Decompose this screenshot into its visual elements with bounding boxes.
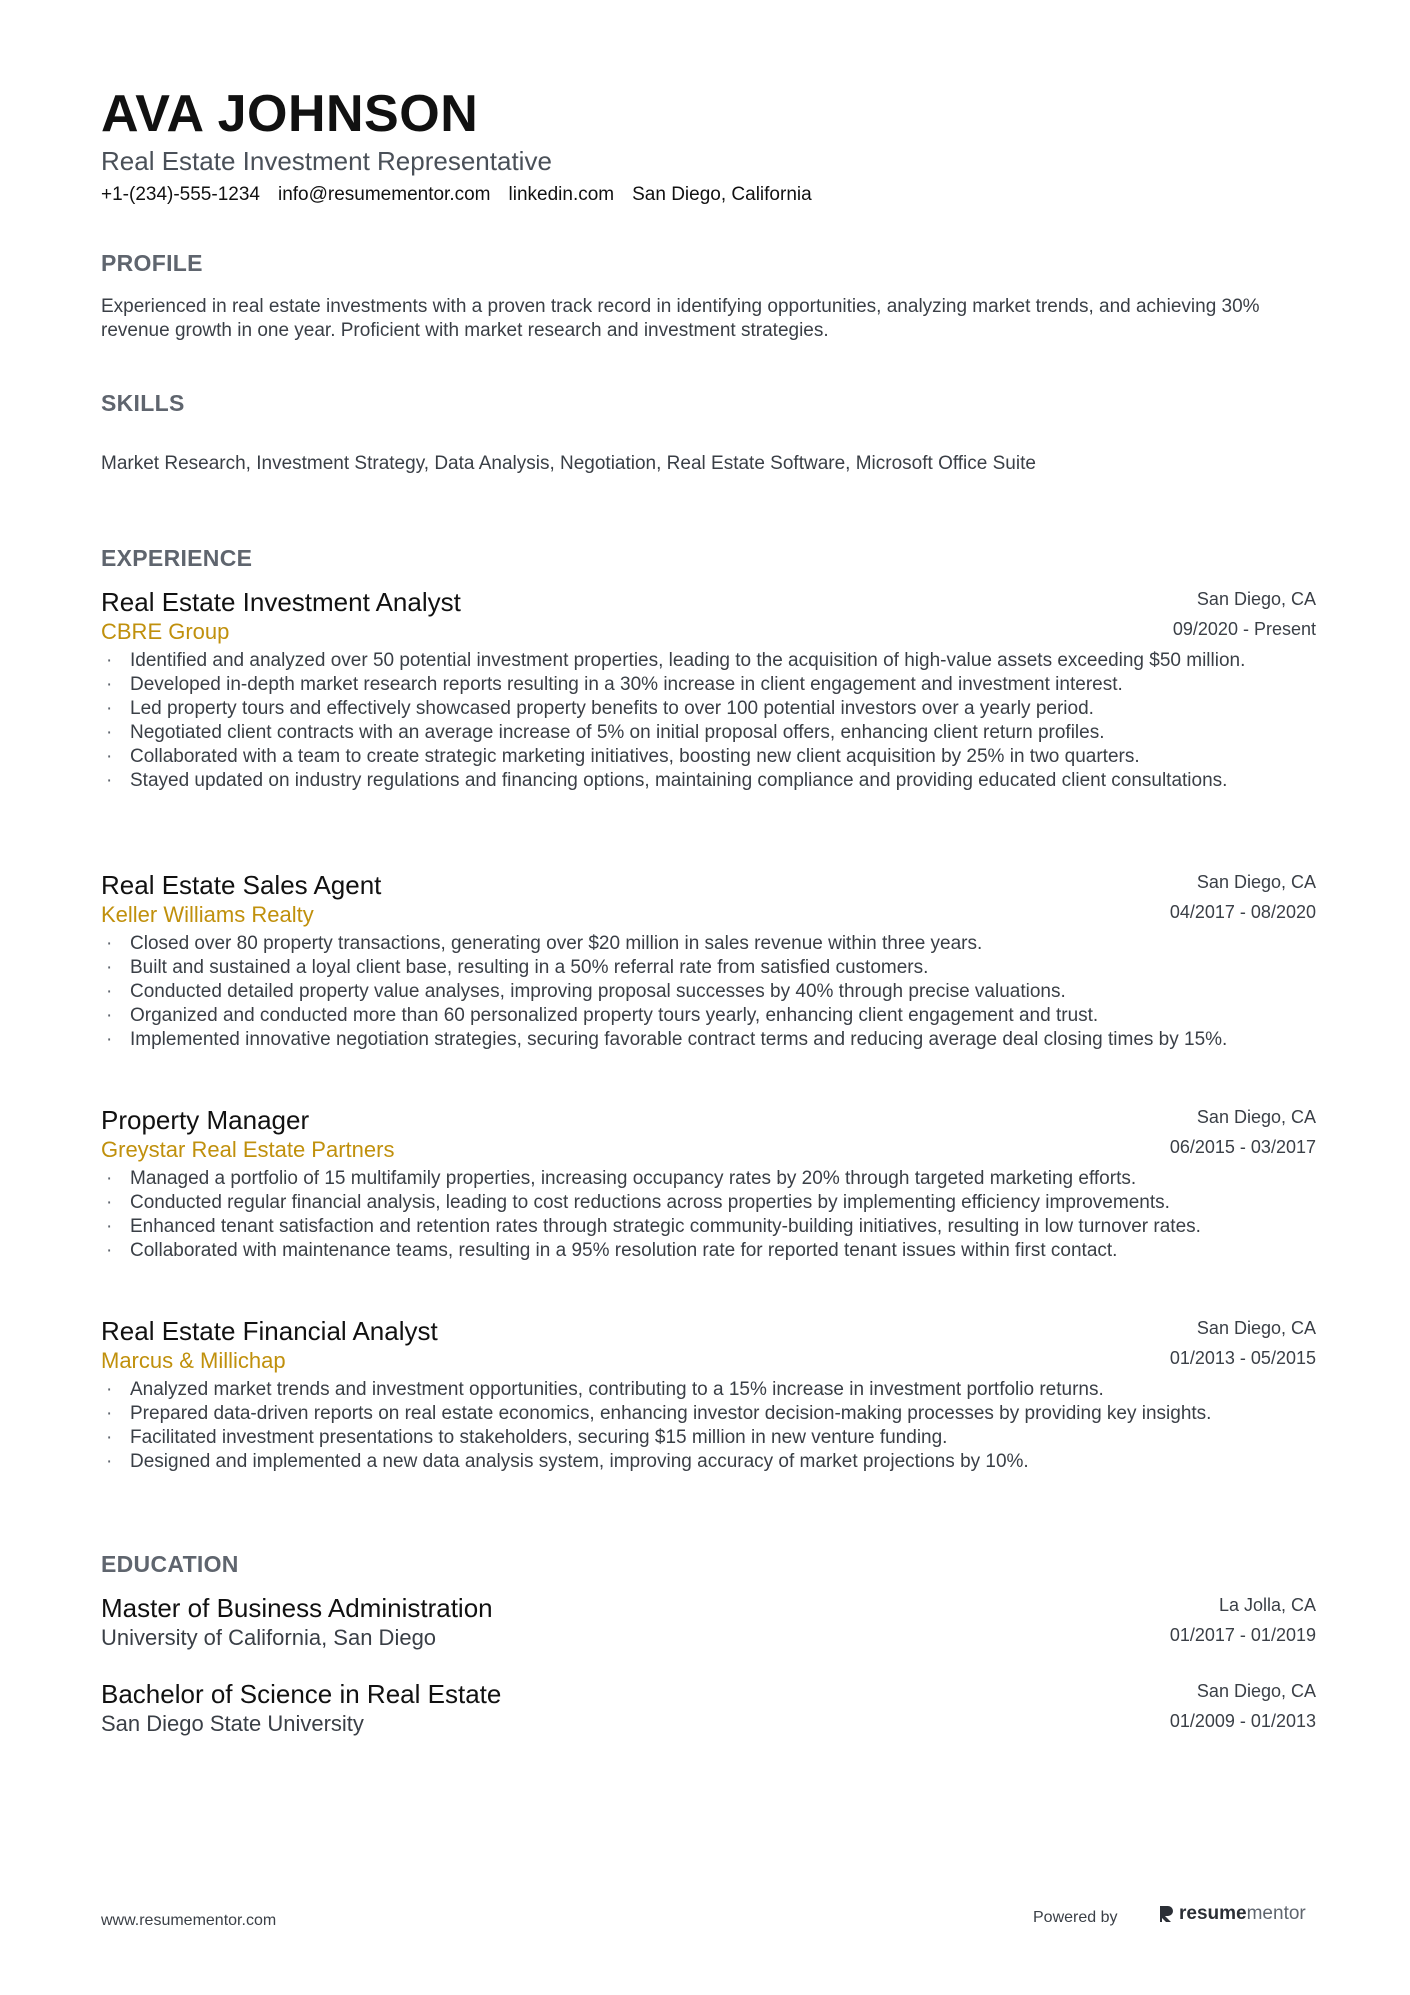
experience-item: [101, 1105, 1316, 1263]
experience-item: [101, 1316, 1316, 1474]
skills-text: Market Research, Investment Strategy, Data Analysis, Negotiation, Real Estate Software, Microsoft Office Suite: [101, 453, 1036, 474]
footer-website[interactable]: www.resumementor.com: [101, 1912, 277, 1929]
education-heading: EDUCATION: [101, 1551, 239, 1577]
job-bullets: [101, 932, 1316, 1052]
job-location: San Diego, CA: [1196, 1107, 1316, 1127]
job-company: Greystar Real Estate Partners: [101, 1137, 395, 1162]
job-bullet: · Analyzed market trends and investment opportunities, contributing to a 15% increase in investment portfolio returns.: [101, 1378, 1316, 1402]
footer-powered-by: Powered by: [1033, 1909, 1118, 1926]
brand-wordmark: [1179, 1903, 1306, 1925]
brand-light: mentor: [1246, 1903, 1306, 1924]
footer-brand-logo[interactable]: [1158, 1903, 1306, 1925]
education-dates: 01/2009 - 01/2013: [1169, 1711, 1316, 1731]
experience-item: [101, 587, 1316, 793]
skills-heading: SKILLS: [101, 390, 185, 416]
job-bullets: [101, 1167, 1316, 1263]
job-bullet: · Closed over 80 property transactions, generating over $20 million in sales revenue within three years.: [101, 932, 1316, 956]
job-bullets: [101, 1378, 1316, 1474]
education-school: San Diego State University: [101, 1711, 364, 1736]
education-item: [101, 1593, 1316, 1655]
job-title: Property Manager: [101, 1105, 310, 1135]
job-bullet: · Developed in-depth market research reports resulting in a 30% increase in client engagement and investment interest.: [101, 673, 1316, 697]
job-company: CBRE Group: [101, 619, 230, 644]
job-bullet: · Facilitated investment presentations to stakeholders, securing $15 million in new venture funding.: [101, 1426, 1316, 1450]
job-location: San Diego, CA: [1196, 872, 1316, 892]
job-bullets: [101, 649, 1316, 793]
contact-email[interactable]: info@resumementor.com: [277, 184, 491, 205]
education-dates: 01/2017 - 01/2019: [1169, 1625, 1316, 1645]
resumementor-logo-icon: [1158, 1904, 1174, 1924]
job-bullet: · Collaborated with a team to create strategic marketing initiatives, boosting new client acquisition by 25% in two quarters.: [101, 745, 1316, 769]
job-bullet: · Built and sustained a loyal client base, resulting in a 50% referral rate from satisfied customers.: [101, 956, 1316, 980]
job-bullet: · Managed a portfolio of 15 multifamily properties, increasing occupancy rates by 20% through targeted marketing efforts.: [101, 1167, 1316, 1191]
job-dates: 01/2013 - 05/2015: [1169, 1348, 1316, 1368]
job-bullet: · Collaborated with maintenance teams, resulting in a 95% resolution rate for reported tenant issues within first contact.: [101, 1239, 1316, 1263]
experience-item: [101, 870, 1316, 1052]
job-bullet: · Conducted detailed property value analyses, improving proposal successes by 40% through precise valuations.: [101, 980, 1316, 1004]
candidate-title: Real Estate Investment Representative: [101, 146, 552, 176]
profile-text: Experienced in real estate investments with a proven track record in identifying opportunities, analyzing market trends, and achieving 30% revenue growth in one year. Proficient with market research and investment strategies.: [101, 296, 1260, 341]
education-degree: Bachelor of Science in Real Estate: [101, 1679, 502, 1709]
job-location: San Diego, CA: [1196, 589, 1316, 609]
candidate-name: AVA JOHNSON: [101, 85, 479, 143]
education-item: [101, 1679, 1316, 1741]
job-bullet: · Designed and implemented a new data analysis system, improving accuracy of market projections by 10%.: [101, 1450, 1316, 1474]
job-bullet: · Prepared data-driven reports on real estate economics, enhancing investor decision-making processes by providing key insights.: [101, 1402, 1316, 1426]
job-company: Keller Williams Realty: [101, 902, 314, 927]
job-company: Marcus & Millichap: [101, 1348, 286, 1373]
job-title: Real Estate Sales Agent: [101, 870, 382, 900]
experience-heading: EXPERIENCE: [101, 545, 253, 571]
job-bullet: · Led property tours and effectively showcased property benefits to over 100 potential investors over a yearly period.: [101, 697, 1316, 721]
job-bullet: · Stayed updated on industry regulations and financing options, maintaining compliance and providing educated client consultations.: [101, 769, 1316, 793]
job-dates: 06/2015 - 03/2017: [1169, 1137, 1316, 1157]
education-location: La Jolla, CA: [1218, 1595, 1316, 1615]
job-bullet: · Implemented innovative negotiation strategies, securing favorable contract terms and reducing average deal closing times by 15%.: [101, 1028, 1316, 1052]
contact-line: [101, 184, 812, 206]
job-bullet: · Organized and conducted more than 60 personalized property tours yearly, enhancing client engagement and trust.: [101, 1004, 1316, 1028]
job-title: Real Estate Financial Analyst: [101, 1316, 438, 1346]
job-bullet: · Conducted regular financial analysis, leading to cost reductions across properties by implementing efficiency improvements.: [101, 1191, 1316, 1215]
education-degree: Master of Business Administration: [101, 1593, 493, 1623]
job-bullet: · Negotiated client contracts with an average increase of 5% on initial proposal offers, enhancing client return profiles.: [101, 721, 1316, 745]
job-dates: 09/2020 - Present: [1172, 619, 1316, 639]
profile-heading: PROFILE: [101, 250, 203, 276]
contact-location: San Diego, California: [632, 184, 812, 205]
job-bullet: · Enhanced tenant satisfaction and retention rates through strategic community-building initiatives, resulting in low turnover rates.: [101, 1215, 1316, 1239]
contact-phone: +1-(234)-555-1234: [101, 184, 260, 205]
contact-linkedin[interactable]: linkedin.com: [508, 184, 615, 205]
job-dates: 04/2017 - 08/2020: [1169, 902, 1316, 922]
brand-bold: resume: [1179, 1903, 1247, 1924]
education-school: University of California, San Diego: [101, 1625, 437, 1650]
job-location: San Diego, CA: [1196, 1318, 1316, 1338]
education-location: San Diego, CA: [1196, 1681, 1316, 1701]
job-title: Real Estate Investment Analyst: [101, 587, 461, 617]
job-bullet: · Identified and analyzed over 50 potential investment properties, leading to the acquisition of high-value assets exceeding $50 million.: [101, 649, 1316, 673]
